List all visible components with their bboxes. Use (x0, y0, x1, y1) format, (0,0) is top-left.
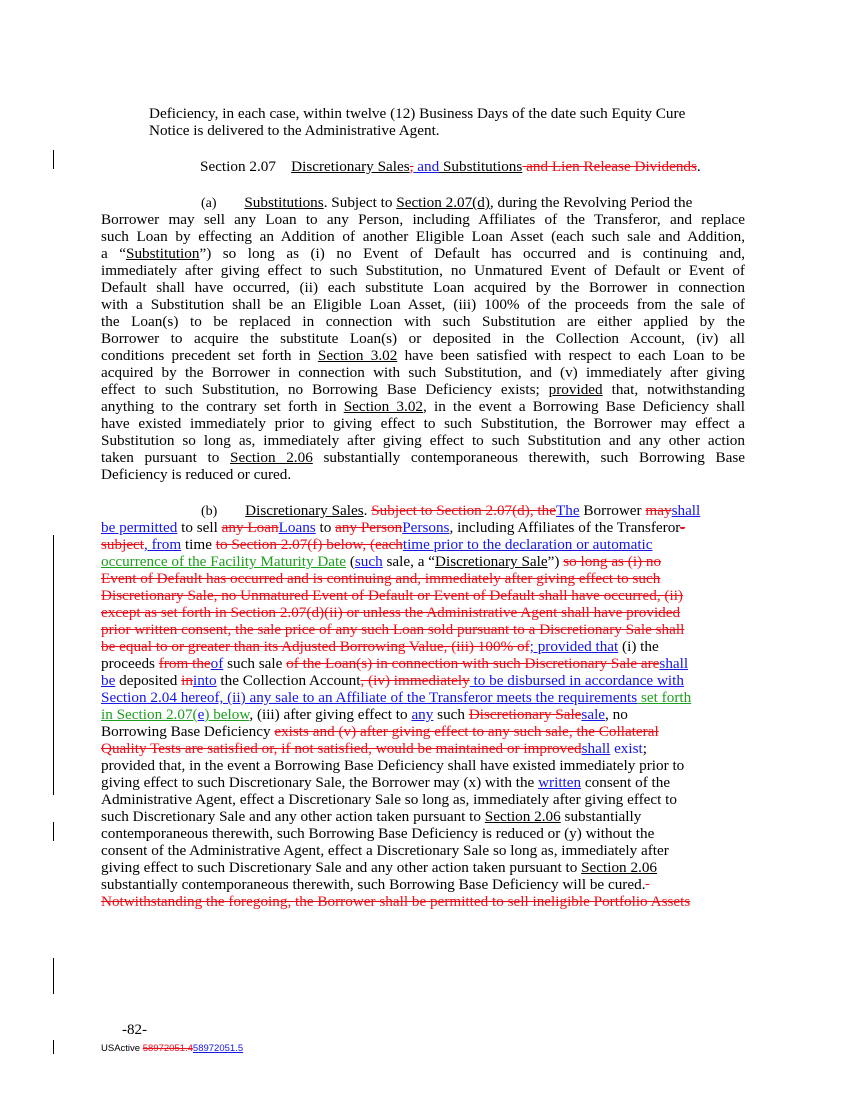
para-b-line: occurrence of the Facility Maturity Date (such sale, a “Discretionary Sale”) so long as (i) no (101, 553, 662, 570)
para-b-line: Notwithstanding the foregoing, the Borrower shall be permitted to sell ineligible Portfolio Assets (101, 893, 691, 910)
para-a-line: Default shall have occurred, (ii) each substitute Loan acquired by the Borrower in connection (101, 279, 745, 296)
para-b-line: giving effect to such Discretionary Sale, the Borrower may (x) with the written consent of the (101, 774, 671, 791)
para-a-line: Deficiency is reduced or cured. (101, 466, 292, 483)
para-b-line: Borrowing Base Deficiency exists and (v) after giving effect to any such sale, the Collateral (101, 723, 659, 740)
para-b-line: Discretionary Sale, no Unmatured Event of Default or Event of Default shall have occurred, (ii) (101, 587, 683, 604)
para-a-line: have existed immediately prior to giving effect to such Substitution, the Borrower may effect a (101, 415, 745, 432)
para-a-line: with a Substitution shall be an Eligible Loan Asset, (iii) 100% of the proceeds from the sale of (101, 296, 745, 313)
para-b-line: be permitted to sell any LoanLoans to any PersonPersons, including Affiliates of the Transferor- (101, 519, 686, 536)
para-b-line: except as set forth in Section 2.07(d)(ii) or unless the Administrative Agent shall have provided (101, 604, 681, 621)
para-a-line: such Loan by effecting an Addition of another Eligible Loan Asset (each such sale and Addition, (101, 228, 745, 245)
para-b-line: be equal to or greater than its Adjusted Borrowing Value, (iii) 100% of; provided that (i) the (101, 638, 659, 655)
para-b-line: Event of Default has occurred and is continuing and, immediately after giving effect to such (101, 570, 661, 587)
para-a-line: the Loan(s) to be replaced in connection with such Substitution are either applied by the (101, 313, 745, 330)
para-a-line: anything to the contrary set forth in Section 3.02, in the event a Borrowing Base Deficiency shall (101, 398, 745, 415)
intro-line-2: Notice is delivered to the Administrative Agent. (149, 122, 440, 139)
intro-line-1: Deficiency, in each case, within twelve (12) Business Days of the date such Equity Cure (149, 105, 686, 122)
para-a-line: Substitution so long as, immediately after giving effect to such Substitution and any other action (101, 432, 745, 449)
para-a-line: effect to such Substitution, no Borrowing Base Deficiency exists; provided that, notwithstanding (101, 381, 745, 398)
change-bar (53, 822, 54, 841)
para-b-line: be deposited ininto the Collection Account, (iv) immediately to be disbursed in accordance with (101, 672, 684, 689)
para-b-line: provided that, in the event a Borrowing Base Deficiency shall have existed immediately prior to (101, 757, 685, 774)
para-b-line: contemporaneous therewith, such Borrowing Base Deficiency is reduced or (y) without the (101, 825, 655, 842)
para-b-line: Administrative Agent, effect a Discretionary Sale so long as, immediately after giving effect to (101, 791, 677, 808)
para-b-line: prior written consent, the sale price of any such Loan sold pursuant to a Discretionary Sale shall (101, 621, 685, 638)
para-b-line: proceeds from theof such sale of the Loan(s) in connection with such Discretionary Sale areshall (101, 655, 689, 672)
change-bar (53, 1040, 54, 1054)
para-b-line: such Discretionary Sale and any other action taken pursuant to Section 2.06 substantially (101, 808, 642, 825)
para-a-line: Borrower to acquire the substitute Loan(s) or deposited in the Collection Account, (iv) all (101, 330, 745, 347)
document-id: USActive 58972051.458972051.5 (101, 1043, 244, 1054)
para-b-line-1: (b) Discretionary Sales. Subject to Section 2.07(d), theThe Borrower mayshall (201, 502, 701, 519)
para-b-line: Section 2.04 hereof, (ii) any sale to an Affiliate of the Transferor meets the requirements set forth (101, 689, 692, 706)
para-b-line: Quality Tests are satisfied or, if not satisfied, would be maintained or improvedshall exist; (101, 740, 647, 757)
section-label: Section 2.07 (200, 158, 276, 175)
para-a-line: acquired by the Borrower in connection with such Substitution, and (v) immediately after giving (101, 364, 745, 381)
para-b-line: consent of the Administrative Agent, effect a Discretionary Sale so long as, immediately after (101, 842, 669, 859)
change-bar (53, 150, 54, 169)
para-a-line: Borrower may sell any Loan to any Person, including Affiliates of the Transferor, and replace (101, 211, 745, 228)
page-number: -82- (122, 1022, 147, 1038)
change-bar (53, 535, 54, 795)
para-b-line: in Section 2.07(e) below, (iii) after giving effect to any such Discretionary Salesale, no (101, 706, 628, 723)
change-bar (53, 958, 54, 994)
para-a-line-1: (a) Substitutions. Subject to Section 2.07(d), during the Revolving Period the (201, 194, 693, 211)
section-heading: Section 2.07 Discretionary Sales, and Substitutions and Lien Release Dividends. (200, 158, 701, 175)
para-b-line: substantially contemporaneous therewith, such Borrowing Base Deficiency will be cured. (101, 876, 646, 893)
para-b-line: giving effect to such Discretionary Sale and any other action taken pursuant to Section 2.06 (101, 859, 658, 876)
para-a-line: immediately after giving effect to such Substitution, no Unmatured Event of Default or Event of (101, 262, 745, 279)
para-a-line: a “Substitution”) so long as (i) no Event of Default has occurred and is continuing and, (101, 245, 745, 262)
para-b-line: subject, from time to Section 2.07(f) below, (eachtime prior to the declaration or automatic (101, 536, 653, 553)
para-a-line: conditions precedent set forth in Section 3.02 have been satisfied with respect to each Loan to be (101, 347, 745, 364)
para-a-line: taken pursuant to Section 2.06 substantially contemporaneous therewith, such Borrowing Base (101, 449, 745, 466)
